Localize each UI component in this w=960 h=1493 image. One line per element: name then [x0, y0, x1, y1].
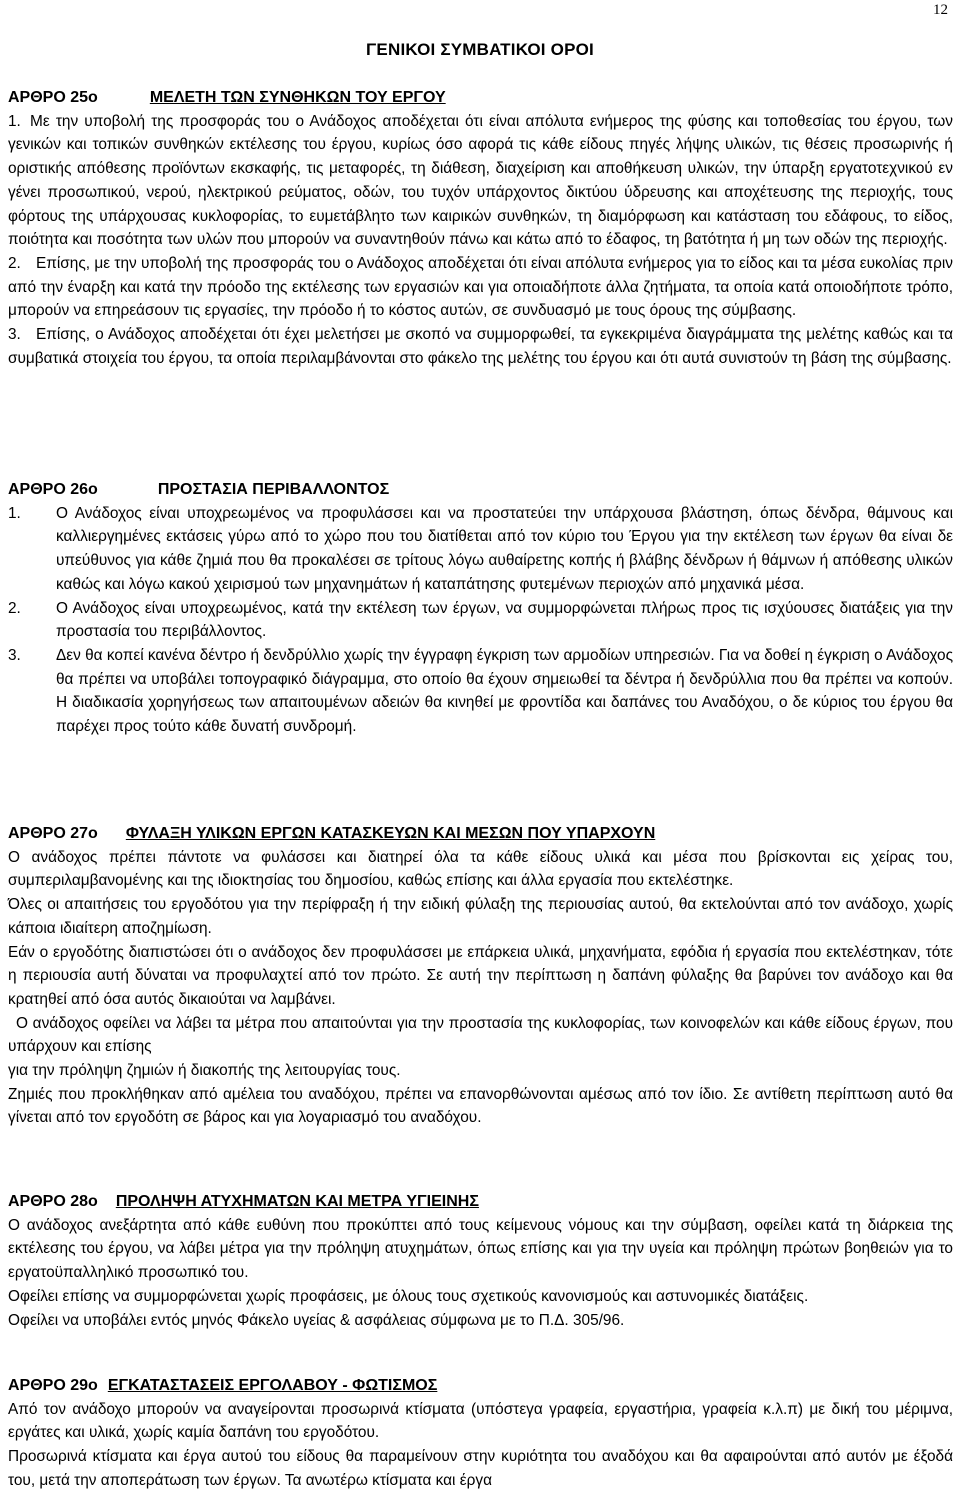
paragraph: Οφείλει να υποβάλει εντός μηνός Φάκελο υγείας & ασφάλειας σύμφωνα με το Π.Δ. 305/96.	[8, 1311, 625, 1329]
article-25-header	[8, 86, 953, 110]
paragraph: Ο ανάδοχος οφείλει να λάβει τα μέτρα που απαιτούνται για την προστασία της κυκλοφορίας, των κοινοφελών και κάθε είδους έργων, που υπάρχουν και επίσης	[8, 1014, 953, 1056]
item-number: 3.	[8, 646, 21, 664]
article-28-header	[8, 1190, 953, 1214]
paragraph: Οφείλει επίσης να συμμορφώνεται χωρίς προφάσεις, με όλους τους σχετικούς κανονισμούς και αστυνομικές διατάξεις.	[8, 1287, 809, 1305]
article-number: ΑΡΘΡΟ 25ο	[8, 89, 98, 106]
article-title: ΠΡΟΛΗΨΗ ΑΤΥΧΗΜΑΤΩΝ ΚΑΙ ΜΕΤΡΑ ΥΓΙΕΙΝΗΣ	[115, 1193, 479, 1210]
item-number: 1.	[8, 504, 21, 522]
article-title: ΜΕΛΕΤΗ ΤΩΝ ΣΥΝΘΗΚΩΝ ΤΟΥ ΕΡΓΟΥ	[149, 89, 446, 106]
article-29	[8, 1374, 953, 1493]
article-26	[8, 478, 953, 739]
page-number: 12	[933, 2, 948, 18]
paragraph: Από τον ανάδοχο μπορούν να αναγείρονται προσωρινά κτίσματα (υπόστεγα γραφεία, εργαστήρια, γραφεία κ.λ.π) με δική του μέριμνα, εργάτες και υλικά, χωρίς καμία δαπάνη του εργοδότου.	[8, 1400, 953, 1442]
item-text: Με την υποβολή της προσφοράς του ο Ανάδοχος αποδέχεται ότι είναι απόλυτα ενήμερος της φύσης και τοποθεσίας του έργου, των γενικών και τοπικών συνθηκών εκτέλεσης του έργου, κυρίως όσο αφορά τις κάθε είδους πηγές λήψης υλικών, τις θέσεις προσωρινής ή οριστικής απόθεσης προϊόντων εκσκαφής, τις μεταφορές, τη διάθεση, διαχείριση και αποθήκευση υλικών, την ύπαρξη εργατοτεχνικού εν γένει προσωπικού, νερού, ηλεκτρικού ρεύματος, οδών, του τυχόν υπάρχοντος δικτύου ύδρευσης και αποχέτευσης της περιοχής, τους φόρτους της υπάρχουσας κυκλοφορίας, το ευμετάβλητο των καιρικών συνθηκών, τη διαμόρφωση και κατάσταση του εδάφους, το είδος, ποιότητα και ποσότητα των υλών που μπορούν να συναντηθούν πάνω και κάτω από το έδαφος, τη βατότητα ή μη των οδών της περιοχής.	[8, 112, 953, 249]
item-text: Δεν θα κοπεί κανένα δέντρο ή δενδρύλλιο χωρίς την έγγραφη έγκριση των αρμοδίων υπηρεσιών. Για να δοθεί η έγκριση ο Ανάδοχος θα πρέπει να υποβάλει τοπογραφικό διάγραμμα, στο οποίο θα έχουν σημειωθεί τα δέντρα ή δενδρύλλια που θα πρέπει να κοπούν. Η διαδικασία χορηγήσεως των απαιτουμένων αδειών θα κινηθεί με φροντίδα και δαπάνες του Αναδόχου, ο δε κύριος του έργου θα παρέχει προς τούτο κάθε δυνατή συνδρομή.	[56, 646, 953, 736]
list-item	[8, 323, 953, 370]
list-item	[8, 644, 953, 739]
document-title: ΓΕΝΙΚΟΙ ΣΥΜΒΑΤΙΚΟΙ ΟΡΟΙ	[366, 40, 594, 59]
article-25	[8, 86, 953, 370]
paragraph: για την πρόληψη ζημιών ή διακοπής της λειτουργίας τους.	[8, 1062, 401, 1080]
article-26-header	[8, 478, 953, 502]
paragraph: Ζημιές που προκλήθηκαν από αμέλεια του αναδόχου, πρέπει να επανορθώνονται αμέσως από τον ίδιο. Σε αντίθετη περίπτωση αυτό θα γίνεται από τον εργοδότη σε βάρος και για λογαριασμό του αναδόχου.	[8, 1085, 953, 1127]
item-number: 2.	[8, 599, 21, 617]
article-number: ΑΡΘΡΟ 27ο	[8, 825, 98, 842]
article-title: ΦΥΛΑΞΗ ΥΛΙΚΩΝ ΕΡΓΩΝ ΚΑΤΑΣΚΕΥΩΝ ΚΑΙ ΜΕΣΩΝ ΠΟΥ ΥΠΑΡΧΟΥΝ	[125, 825, 656, 842]
item-number: 2.	[8, 254, 21, 272]
article-27	[8, 822, 953, 1130]
paragraph: Όλες οι απαιτήσεις του εργοδότου για την περίφραξη ή την ειδική φύλαξη της περιουσίας αυτού, θα εκτελούνται από τον ανάδοχο, χωρίς κάποια ιδιαίτερη αποζημίωση.	[8, 896, 953, 937]
paragraph: Εάν ο εργοδότης διαπιστώσει ότι ο ανάδοχος δεν προφυλάσσει με επάρκεια υλικά, μηχανήματα, εφόδια ή εργασία που εκτελέστηκαν, τότε η περιουσία αυτή δύναται να προφυλαχτεί από τον πρώτο. Σε αυτή την περίπτωση η δαπάνη φύλαξης θα βαρύνει τον ανάδοχο και θα κρατηθεί από όσα αυτός δικαιούται να λαμβάνει.	[8, 943, 953, 1008]
item-number: 3.	[8, 326, 21, 344]
list-item	[8, 502, 953, 597]
item-text: Επίσης, με την υποβολή της προσφοράς του ο Ανάδοχος αποδέχεται ότι είναι απόλυτα ενήμερος για το είδος και τα μέσα ευκολίας πριν από την έναρξη και κατά την πρόοδο της εκτέλεσης των εργασιών και για οποιαδήποτε άλλα ζητήματα, τα οποία κατά οποιοδήποτε τρόπο, μπορούν να επηρεάσουν τις εργασίες, την πρόοδο ή το κόστος αυτών, σε συνδυασμό με τους όρους της σύμβασης.	[8, 254, 953, 320]
item-text: Επίσης, ο Ανάδοχος αποδέχεται ότι έχει μελετήσει με σκοπό να συμμορφωθεί, τα εγκεκριμένα διαγράμματα της μελέτης καθώς και τα συμβατικά στοιχεία του έργου, τα οποία περιλαμβάνονται στο φάκελο της μελέτης του έργου και ότι αυτά συνιστούν τη βάση της σύμβασης.	[8, 326, 953, 367]
paragraph: Ο ανάδοχος ανεξάρτητα από κάθε ευθύνη που προκύπτει από τους κείμενους νόμους και την σύμβαση, οφείλει κατά τη διάρκεια της εκτέλεσης του έργου, να λάβει μέτρα για την πρόληψη ατυχημάτων, όπως επίσης και για την υγεία και πρόληψη πρώτων βοηθειών για το εργατοϋπαλληλικό προσωπικό του.	[8, 1216, 953, 1282]
article-number: ΑΡΘΡΟ 29ο	[8, 1377, 98, 1394]
article-27-header	[8, 822, 953, 846]
article-28	[8, 1190, 953, 1332]
item-text: Ο Ανάδοχος είναι υποχρεωμένος, κατά την εκτέλεση των έργων, να συμμορφώνεται πλήρως προς τις ισχύουσες διατάξεις για την προστασία του περιβάλλοντος.	[56, 599, 953, 641]
article-29-header	[8, 1374, 953, 1398]
list-item	[8, 110, 953, 252]
list-item	[8, 597, 953, 644]
paragraph: Ο ανάδοχος πρέπει πάντοτε να φυλάσσει και διατηρεί όλα τα κάθε είδους υλικά και μέσα που βρίσκονται εις χείρας του, συμπεριλαμβανομένης και της ιδιοκτησίας του δημοσίου, καθώς επίσης και άλλα εργασία που εκτελέστηκε.	[8, 848, 953, 890]
item-number: 1.	[8, 112, 21, 130]
article-number: ΑΡΘΡΟ 26ο	[8, 481, 98, 498]
list-item	[8, 252, 953, 323]
article-number: ΑΡΘΡΟ 28ο	[8, 1193, 98, 1210]
paragraph: Προσωρινά κτίσματα και έργα αυτού του είδους θα παραμείνουν στην κυριότητα του αναδόχου και θα αφαιρούνται από αυτόν με έξοδά του, μετά την αποπεράτωση των έργων. Τα ανωτέρω κτίσματα και έργα	[8, 1448, 953, 1489]
article-title: ΕΓΚΑΤΑΣΤΑΣΕΙΣ ΕΡΓΟΛΑΒΟΥ - ΦΩΤΙΣΜΟΣ	[107, 1377, 438, 1394]
item-text: Ο Ανάδοχος είναι υποχρεωμένος να προφυλάσσει και να προστατεύει την υπάρχουσα βλάστηση, όπως δένδρα, θάμνους και καλλιεργημένες εκτάσεις γύρω από το χώρο που του διατίθεται από τον κύριο του Έργου για την εκτέλεση των έργων θα είναι δε υπεύθυνος για κάθε ζημιά που θα προκαλέσει σε τρίτους λόγω αυθαίρετης κοπής ή βλάβης δένδρων ή θάμνων ή απόθεσης υλικών καθώς και λόγω κακού χειρισμού των μηχανημάτων ή καταπάτησης φυτεμένων περιοχών από μηχανικά μέσα.	[56, 504, 953, 593]
article-title: ΠΡΟΣΤΑΣΙΑ ΠΕΡΙΒΑΛΛΟΝΤΟΣ	[157, 481, 390, 498]
